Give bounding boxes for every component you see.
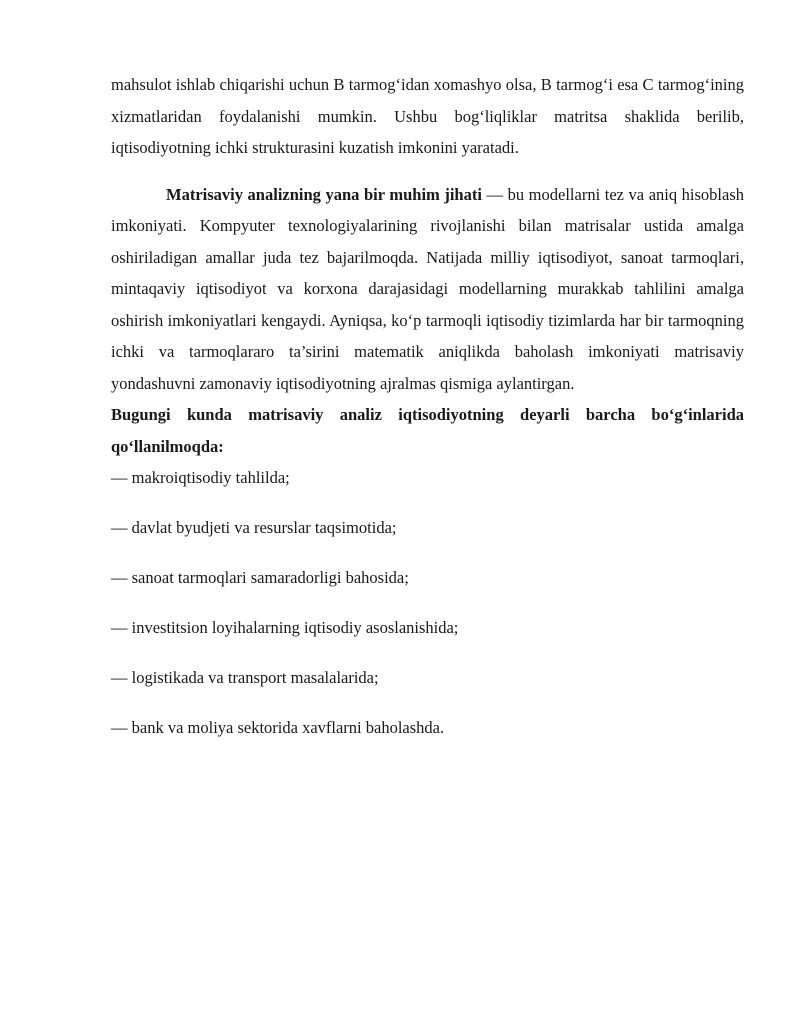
document-page bbox=[111, 69, 744, 762]
paragraph-1: mahsulot ishlab chiqarishi uchun B tarmog‘idan xomashyo olsa, B tarmog‘i esa C tarmog‘ining xizmatlaridan foydalanishi mumkin. Ushbu bog‘liqliklar matritsa shaklida berilib, iqtisodiyotning ichki strukturasini kuzatish imkonini yaratadi. bbox=[111, 75, 744, 157]
paragraph-2-bold-lead: Matrisaviy analizning yana bir muhim jihati bbox=[166, 184, 482, 204]
list-item: — logistikada va transport masalalarida; bbox=[111, 668, 379, 687]
list-item: — bank va moliya sektorida xavflarni baholashda. bbox=[111, 718, 445, 737]
paragraph-2 bbox=[111, 179, 744, 400]
list-item: — sanoat tarmoqlari samaradorligi bahosida; bbox=[111, 568, 409, 587]
paragraph-2-text: — bu modellarni tez va aniq hisoblash imkoniyati. Kompyuter texnologiyalarining rivojlanishi bilan matrisalar ustida amalga oshiriladigan amallar juda tez bajarilmoqda. Natijada milliy iqtisodiyot, sanoat tarmoqlari, mintaqaviy iqtisodiyot va korxona darajasidagi modellarning murakkab tahlilini amalga oshirish imkoniyatlari kengaydi. Ayniqsa, ko‘p tarmoqli iqtisodiy tizimlarda har bir tarmoqning ichki va tarmoqlararo ta’sirini matematik aniqlikda baholash imkoniyati matrisaviy yondashuvni zamonaviy iqtisodiyotning ajralmas qismiga aylantirgan. bbox=[111, 184, 745, 393]
section-heading: Bugungi kunda matrisaviy analiz iqtisodiyotning deyarli barcha bo‘g‘inlarida qo‘llanilmoqda: bbox=[111, 405, 744, 456]
list-item: — davlat byudjeti va resurslar taqsimotida; bbox=[111, 518, 397, 537]
application-list bbox=[111, 462, 744, 744]
list-item: — makroiqtisodiy tahlilda; bbox=[111, 468, 290, 487]
list-item: — investitsion loyihalarning iqtisodiy asoslanishida; bbox=[111, 618, 459, 637]
